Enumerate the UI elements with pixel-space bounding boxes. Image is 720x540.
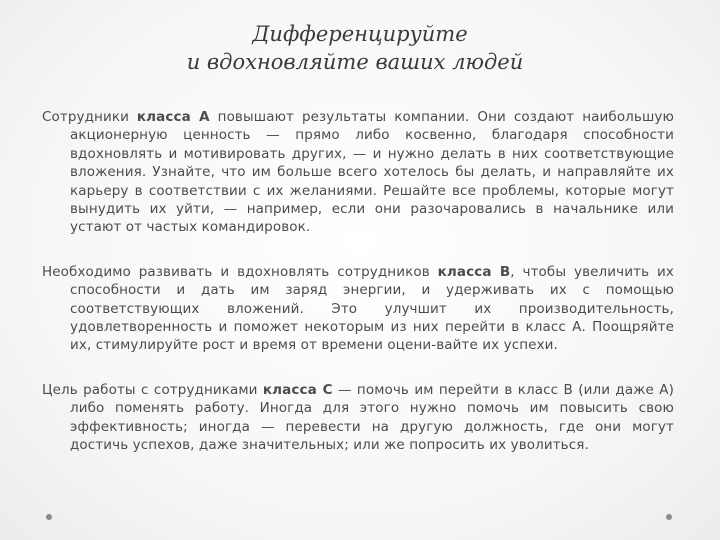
paragraph-class-a	[42, 108, 674, 237]
paragraph-class-c-pre: Цель работы с сотрудниками	[42, 381, 263, 398]
slide-body	[42, 108, 674, 481]
paragraph-class-b	[42, 263, 674, 355]
paragraph-class-c	[42, 381, 674, 455]
paragraph-class-c-post: — помочь им перейти в класс В (или даже А) либо поменять работу. Иногда для этого нужно помочь им повысить свою эффективность; иногда — перевести на другую должность, где они могут достичь успехов, даже значительных; или же попросить их уволиться.	[70, 381, 674, 454]
paragraph-class-b-post: , чтобы увеличить их способности и дать им заряд энергии, и удерживать их с помощью соответствующих вложений. Это улучшит их производительность, удовлетворенность и поможет некоторым из них перейти в класс А. Поощряйте их, стимулируйте рост и время от времени оцени-вайте их успехи.	[70, 263, 674, 354]
slide-title	[0, 20, 720, 76]
paragraph-class-c-bold: класса С	[262, 381, 333, 398]
paragraph-class-a-bold: класса А	[136, 109, 210, 125]
decorative-dot-right	[666, 514, 672, 520]
paragraph-class-b-pre: Необходимо развивать и вдохновлять сотрудников	[42, 263, 438, 280]
paragraph-class-a-pre: Сотрудники	[42, 109, 137, 125]
paragraph-class-b-bold: класса В	[437, 263, 511, 280]
decorative-dot-left	[46, 514, 52, 520]
paragraph-class-a-post: повышают результаты компании. Они создают наибольшую акционерную ценность — прямо либо косвенно, благодаря способности вдохновлять и мотивировать других, — и нужно делать в них соответствующие вложения. Узнайте, что им больше всего хотелось бы делать, и направляйте их карьеру в соответствии с их желаниями. Решайте все проблемы, которые могут вынудить их уйти, — например, если они разочаровались в начальнике или устают от частых командировок.	[70, 109, 674, 236]
slide-title-line-2: и вдохновляйте ваших людей	[186, 50, 524, 74]
slide-title-line-1: Дифференцируйте	[252, 22, 468, 46]
